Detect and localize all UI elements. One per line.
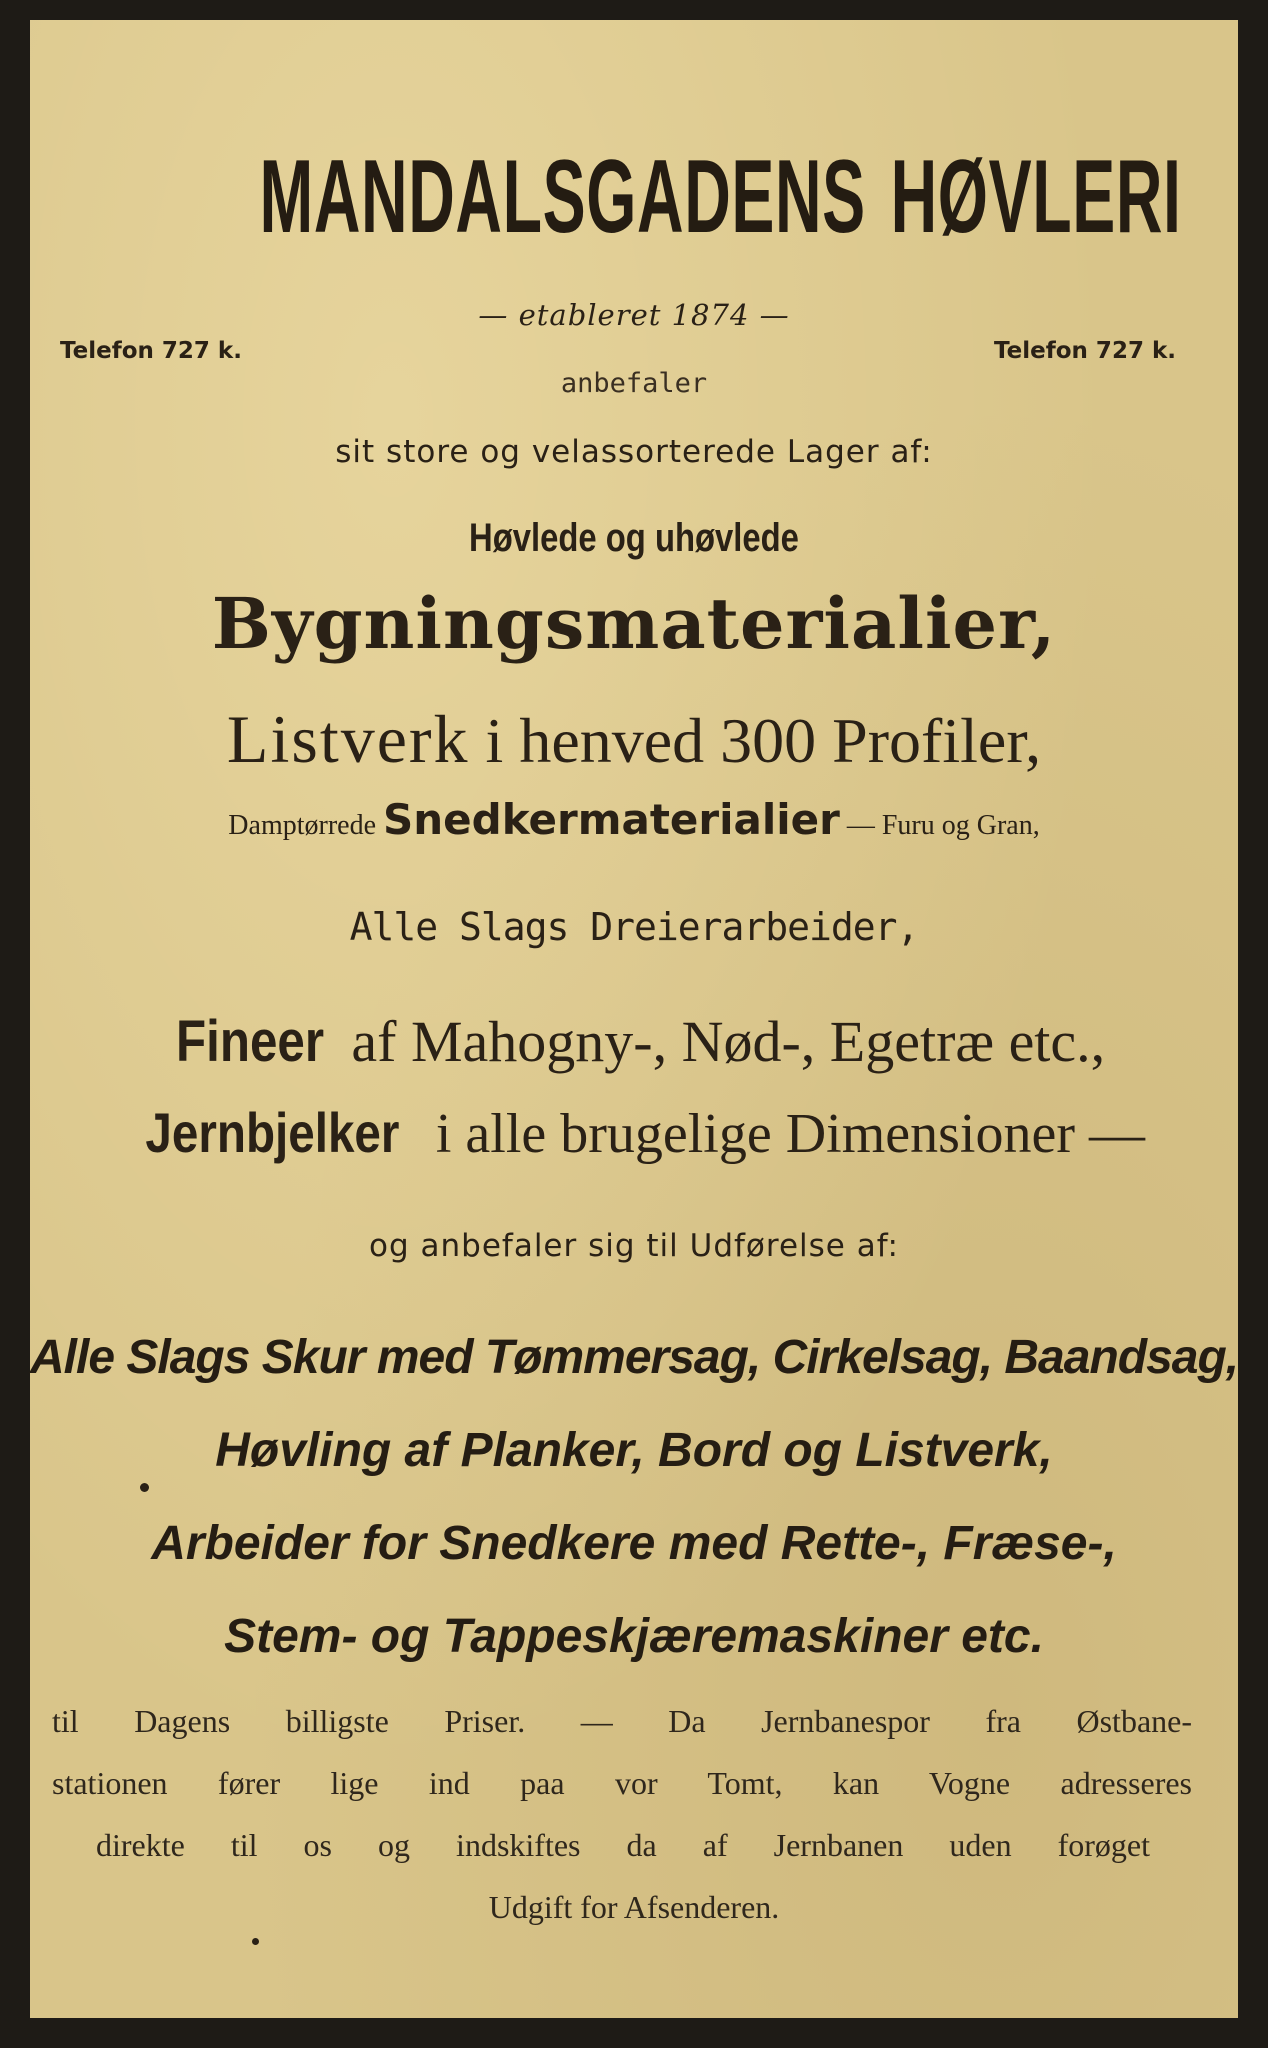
building-materials-line: Bygningsmaterialier, xyxy=(211,582,1057,665)
fineer-rest: af Mahogny-, Nød-, Egetræ etc., xyxy=(336,1009,1106,1074)
snedker-word: Snedkermaterialier xyxy=(383,795,840,844)
company-title xyxy=(259,138,1182,257)
snedker-suffix: — Furu og Gran, xyxy=(839,810,1040,841)
footer-line-4: Udgift for Afsenderen. xyxy=(488,1889,780,1925)
established-line: — etableret 1874 — xyxy=(478,298,790,332)
jernbjelker-word: Jernbjelker xyxy=(145,1101,400,1164)
listverk-line xyxy=(30,700,1238,779)
title-word-mandalsgadens: MANDALSGADENS xyxy=(259,139,866,255)
snedker-line xyxy=(30,795,1238,844)
services-heading: og anbefaler sig til Udførelse af: xyxy=(369,1228,899,1264)
fineer-word: Fineer xyxy=(175,1009,324,1074)
service-line-1: Alle Slags Skur med Tømmersag, Cirkelsag, Baandsag, xyxy=(30,1331,1239,1384)
listverk-word: Listverk xyxy=(226,701,470,777)
advertisement-page xyxy=(30,20,1238,2018)
service-line-4: Stem- og Tappeskjæremaskiner etc. xyxy=(224,1610,1044,1663)
dreier-line: Alle Slags Dreierarbeider, xyxy=(349,905,919,949)
listverk-rest: i henved 300 Profiler, xyxy=(469,705,1042,776)
planed-line: Høvlede og uhøvlede xyxy=(469,516,799,560)
snedker-prefix: Damptørrede xyxy=(228,810,384,841)
stock-line: sit store og velassorterede Lager af: xyxy=(335,434,933,470)
service-line-2: Høvling af Planker, Bord og Listverk, xyxy=(215,1424,1053,1477)
title-word-hovleri: HØVLERI xyxy=(890,139,1182,255)
ink-dot xyxy=(252,1938,259,1945)
phone-left: Telefon 727 k. xyxy=(60,338,242,364)
footer-line-2: stationen fører lige ind paa vor Tomt, kan Vogne adresseres xyxy=(52,1765,1192,1801)
phone-right: Telefon 727 k. xyxy=(994,338,1176,364)
recommends-line: anbefaler xyxy=(560,368,708,399)
jernbjelker-line xyxy=(30,1100,1238,1166)
jernbjelker-rest: i alle brugelige Dimensioner — xyxy=(421,1103,1145,1165)
ink-dot xyxy=(140,1483,149,1492)
service-line-3: Arbeider for Snedkere med Rette-, Fræse-, xyxy=(151,1517,1117,1570)
footer-line-1: til Dagens billigste Priser. — Da Jernbanespor fra Østbane- xyxy=(52,1703,1192,1739)
footer-line-3: direkte til os og indskiftes da af Jernbanen uden forøget xyxy=(96,1827,1150,1863)
fineer-line xyxy=(30,1008,1238,1075)
